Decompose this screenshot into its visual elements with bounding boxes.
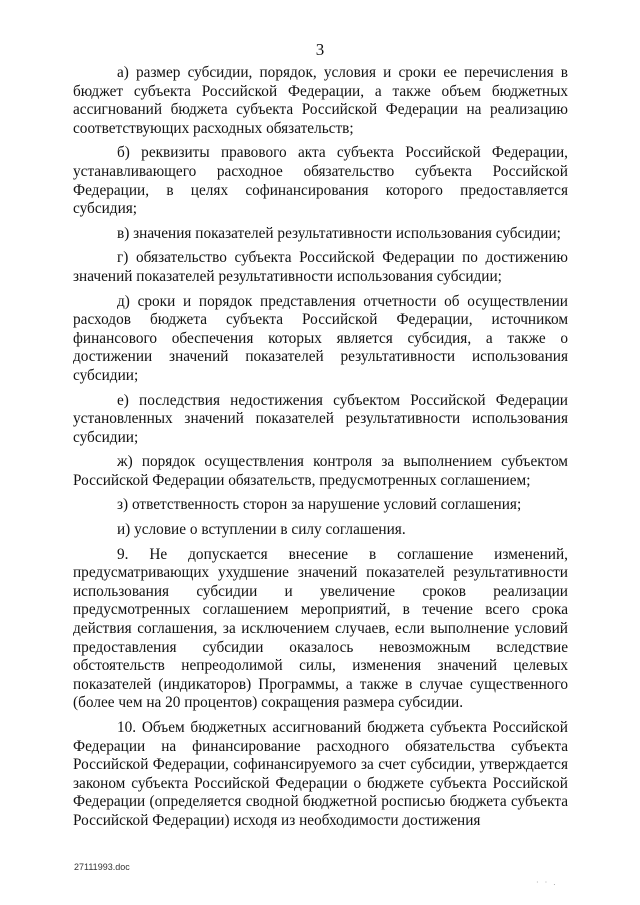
paragraph-f: е) последствия недостижения субъектом Российской Федерации установленных значений показателей результативности использования субсидии; <box>73 391 568 446</box>
paragraph-b: б) реквизиты правового акта субъекта Российской Федерации, устанавливающего расходное обязательство субъекта Российской Федерации, в целях софинансирования которого предоставляется субсидия; <box>73 144 568 218</box>
clause-9: 9. Не допускается внесение в соглашение изменений, предусматривающих ухудшение значений показателей результативности использования субсидии и увеличение сроков реализации предусмотренных соглашением мероприятий, в течение всего срока действия соглашения, за исключением случаев, если выполнение условий предоставления субсидии оказалось невозможным вследствие обстоятельств непреодолимой силы, изменения значений целевых показателей (индикаторов) Программы, а также в случае существенного (более чем на 20 процентов) сокращения размера субсидии. <box>73 545 568 712</box>
footer-filename: 27111993.doc <box>74 862 130 872</box>
paragraph-h: з) ответственность сторон за нарушение условий соглашения; <box>117 496 522 514</box>
corner-mark: · · . <box>536 878 558 887</box>
paragraph-e: д) сроки и порядок представления отчетности об осуществлении расходов бюджета субъекта Российской Федерации, источником финансового обеспечения которых является субсидия, а также о достижении значений показателей результативности использования субсидии; <box>73 292 568 384</box>
document-body <box>73 64 568 837</box>
paragraph-g: ж) порядок осуществления контроля за выполнением субъектом Российской Федерации обязательств, предусмотренных соглашением; <box>73 453 568 489</box>
paragraph-c: в) значения показателей результативности использования субсидии; <box>117 224 561 242</box>
clause-10: 10. Объем бюджетных ассигнований бюджета субъекта Российской Федерации на финансирование расходного обязательства субъекта Российской Федерации, софинансируемого за счет субсидии, утверждается законом субъекта Российской Федерации о бюджете субъекта Российской Федерации (определяется сводной бюджетной росписью бюджета субъекта Российской Федерации) исходя из необходимости достижения <box>73 719 568 829</box>
page-number: 3 <box>315 40 325 59</box>
paragraph-i: и) условие о вступлении в силу соглашения. <box>117 521 406 539</box>
paragraph-d: г) обязательство субъекта Российской Федерации по достижению значений показателей результативности использования субсидии; <box>73 249 568 285</box>
paragraph-a: а) размер субсидии, порядок, условия и сроки ее перечисления в бюджет субъекта Российской Федерации, а также объем бюджетных ассигнований бюджета субъекта Российской Федерации на реализацию соответствующих расходных обязательств; <box>73 64 568 137</box>
